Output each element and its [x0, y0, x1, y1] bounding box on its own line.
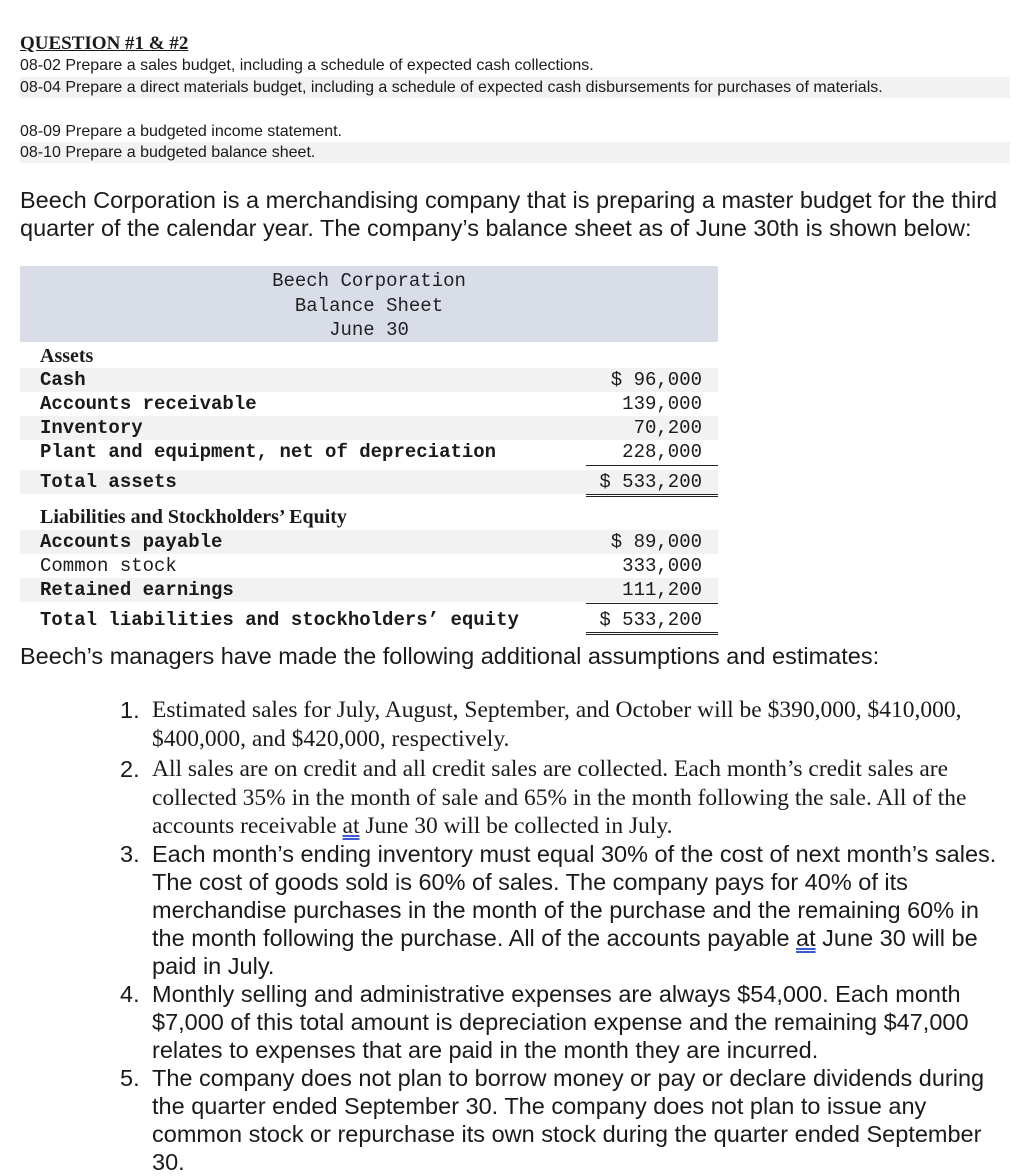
item-text: Estimated sales for July, August, September, and October will be $390,000, $410,000, $400,000, and $420,000, respectively.	[152, 697, 962, 752]
bs-row-inventory	[20, 416, 718, 440]
row-amount: 139,000	[622, 393, 702, 415]
row-amount: 70,200	[633, 417, 702, 439]
row-amount: $ 533,200	[599, 609, 702, 631]
row-label: Plant and equipment, net of depreciation	[40, 441, 497, 463]
bs-row-total-assets	[20, 470, 718, 494]
item-text-end: June 30 will be paid in July.	[152, 925, 978, 979]
objective-08-09: 08-09 Prepare a budgeted income statement.	[20, 123, 342, 140]
subtotal-rule	[586, 465, 718, 466]
row-label: Accounts payable	[40, 531, 223, 553]
objective-08-02: 08-02 Prepare a sales budget, including a schedule of expected cash collections.	[20, 57, 594, 74]
assumptions-intro: Beech’s managers have made the following additional assumptions and estimates:	[20, 643, 880, 669]
item-number: 5.	[120, 1065, 140, 1091]
row-amount: $ 96,000	[610, 369, 702, 391]
balance-sheet-header	[20, 266, 718, 342]
total-double-rule	[586, 494, 718, 497]
at-word: at	[796, 925, 816, 951]
statement-name: Balance Sheet	[294, 295, 444, 317]
liabilities-heading: Liabilities and Stockholders’ Equity	[40, 506, 347, 528]
statement-date: June 30	[329, 319, 409, 341]
at-word: at	[342, 813, 360, 839]
item-text: Each month’s ending inventory must equal 30% of the cost of next month’s sales. The cost of goods sold is 60% of sales. The company pays for 40% of its merchandise purchases in the month of the purchase and the remaining 60% in the month following the purchase. All of the accounts payable	[152, 841, 997, 951]
bs-row-total-liabilities-equity	[20, 608, 718, 632]
row-amount: 333,000	[622, 555, 702, 577]
row-amount: $ 89,000	[610, 531, 702, 553]
bs-row-retained-earnings	[20, 578, 718, 602]
assumption-item	[120, 755, 1000, 841]
objective-08-10: 08-10 Prepare a budgeted balance sheet.	[20, 142, 1010, 163]
item-number: 2.	[120, 756, 140, 782]
row-label: Inventory	[40, 417, 143, 439]
bs-row-cash	[20, 368, 718, 392]
assets-heading: Assets	[40, 345, 94, 367]
subtotal-rule	[586, 603, 718, 604]
item-number: 4.	[120, 981, 140, 1007]
item-text-end: June 30 will be collected in July.	[359, 813, 673, 839]
assumption-item	[120, 980, 1000, 1064]
row-label: Total liabilities and stockholders’ equity	[40, 609, 519, 631]
bs-row-accounts-payable	[20, 530, 718, 554]
row-label: Retained earnings	[40, 579, 234, 601]
assumption-item	[120, 840, 1000, 980]
row-label: Total assets	[40, 471, 177, 493]
row-label: Common stock	[40, 555, 177, 577]
row-label: Cash	[40, 369, 86, 391]
company-name: Beech Corporation	[272, 270, 466, 292]
total-double-rule	[586, 632, 718, 635]
bs-row-accounts-receivable	[20, 392, 718, 416]
item-number: 1.	[120, 697, 140, 723]
item-number: 3.	[120, 841, 140, 867]
assumption-item	[120, 696, 1000, 753]
bs-row-common-stock	[20, 554, 718, 578]
row-amount: 111,200	[622, 579, 702, 601]
item-text: All sales are on credit and all credit sales are collected. Each month’s credit sales are collected 35% in the month of sale and 65% in the month following the sale. All of the accounts receivable	[152, 756, 967, 839]
bs-row-plant-equipment	[20, 440, 718, 464]
item-text: Monthly selling and administrative expenses are always $54,000. Each month $7,000 of this total amount is depreciation expense and the remaining $47,000 relates to expenses that are paid in the month they are incurred.	[152, 981, 969, 1063]
objective-08-04: 08-04 Prepare a direct materials budget, including a schedule of expected cash disbursements for purchases of materials.	[20, 77, 1010, 98]
row-label: Accounts receivable	[40, 393, 257, 415]
assumption-item	[120, 1064, 1000, 1176]
intro-paragraph: Beech Corporation is a merchandising company that is preparing a master budget for the third quarter of the calendar year. The company’s balance sheet as of June 30th is shown below:	[20, 187, 998, 241]
row-amount: 228,000	[622, 441, 702, 463]
row-amount: $ 533,200	[599, 471, 702, 493]
item-text: The company does not plan to borrow money or pay or declare dividends during the quarter ended September 30. The company does not plan to issue any common stock or repurchase its own stock during the quarter ended September 30.	[152, 1065, 985, 1175]
question-title: QUESTION #1 & #2	[20, 33, 189, 54]
